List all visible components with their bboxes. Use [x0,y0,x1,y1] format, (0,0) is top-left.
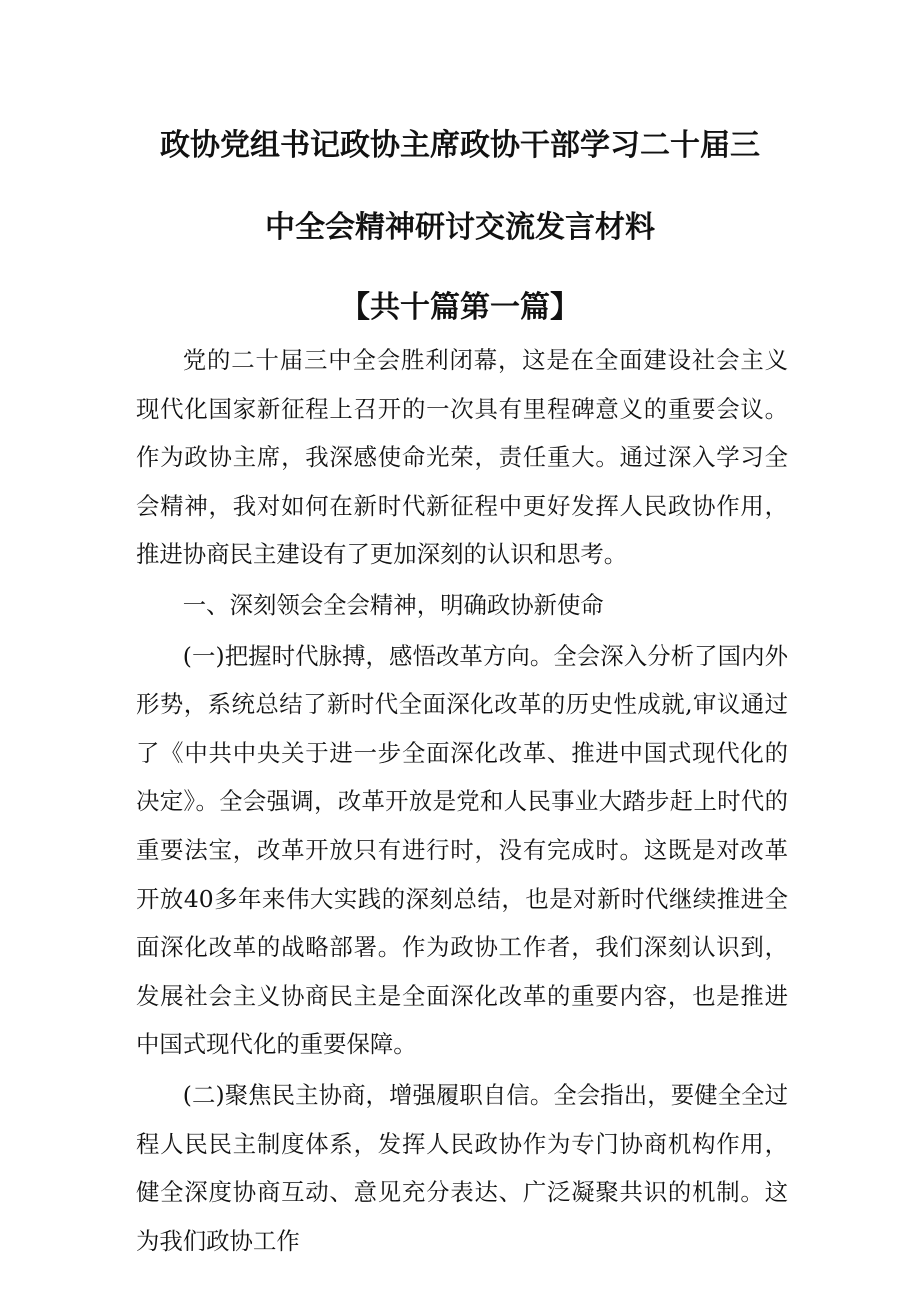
document-body [136,336,788,1265]
document-title-line-1: 政协党组书记政协主席政协干部学习二十届三 [160,128,760,163]
section-heading-1: 一、深刻领会全会精神，明确政协新使命 [182,590,604,619]
paragraph-intro: 党的二十届三中全会胜利闭幕，这是在全面建设社会主义现代化国家新征程上召开的一次具有里程碑意义的重要会议。作为政协主席，我深感使命光荣，责任重大。通过深入学习全会精神，我对如何在新时代新征程中更好发挥人民政协作用，推进协商民主建设有了更加深刻的认识和思考。 [136,346,788,569]
document-title-line-2: 中全会精神研讨交流发言材料 [265,210,655,245]
paragraph-section-1-1: (一)把握时代脉搏，感悟改革方向。全会深入分析了国内外形势，系统总结了新时代全面深化改革的历史性成就,审议通过了《中共中央关于进一步全面深化改革、推进中国式现代化的决定》。全会强调，改革开放是党和人民事业大踏步赶上时代的重要法宝，改革开放只有进行时，没有完成时。这既是对改革开放40多年来伟大实践的深刻总结，也是对新时代继续推进全面深化改革的战略部署。作为政协工作者，我们深刻认识到，发展社会主义协商民主是全面深化改革的重要内容，也是推进中国式现代化的重要保障。 [136,641,788,1059]
paragraph-section-1-2: (二)聚焦民主协商，增强履职自信。全会指出，要健全全过程人民民主制度体系，发挥人民政协作为专门协商机构作用，健全深度协商互动、意见充分表达、广泛凝聚共识的机制。这为我们政协工作 [136,1080,788,1255]
document-subtitle: 【共十篇第一篇】 [340,290,580,325]
